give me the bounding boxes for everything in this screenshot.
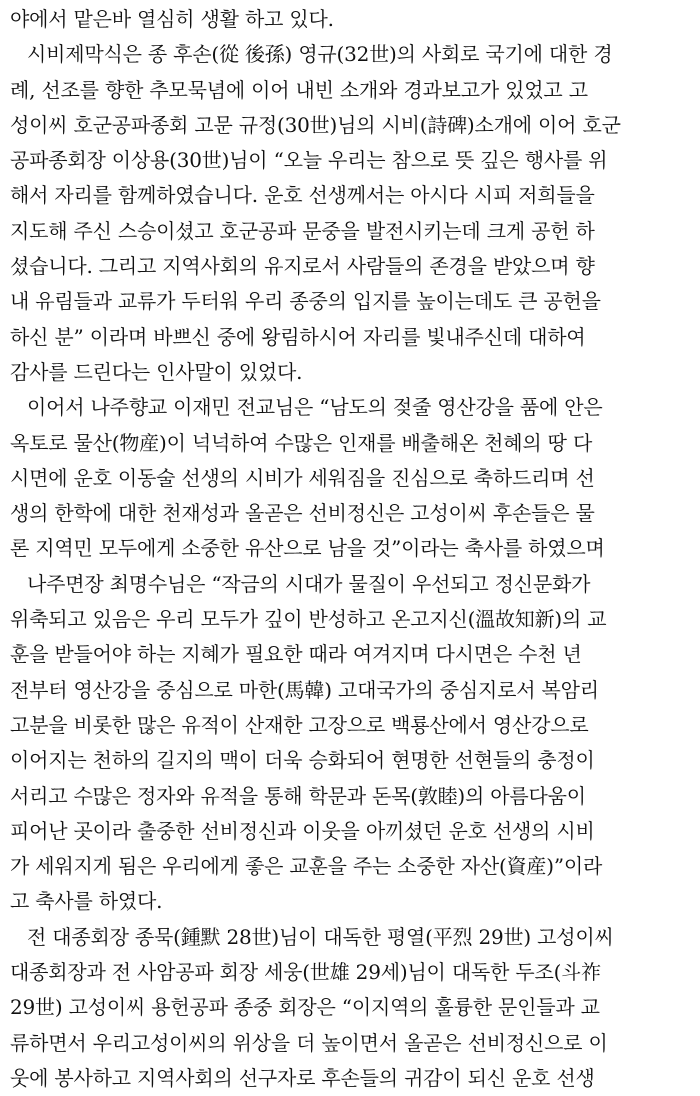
text-line: 고 축사를 하였다. — [10, 889, 163, 914]
text-line: 공파종회장 이상용(30世)님이 “오늘 우리는 참으로 뜻 깊은 행사를 위 — [10, 148, 608, 173]
text-line: 류하면서 우리고성이씨의 위상을 더 높이면서 올곧은 선비정신으로 이 — [10, 1030, 608, 1055]
text-line: 이어지는 천하의 길지의 맥이 더욱 승화되어 현명한 선현들의 충정이 — [10, 748, 595, 773]
text-line: 셨습니다. 그리고 지역사회의 유지로서 사람들의 존경을 받았으며 향 — [10, 254, 595, 279]
text-line: 성이씨 호군공파종회 고문 규정(30世)님의 시비(詩碑)소개에 이어 호군 — [10, 112, 621, 137]
text-line: 옥토로 물산(物産)이 넉넉하여 수많은 인재를 배출해온 천혜의 땅 다 — [10, 430, 593, 455]
body-text — [10, 2, 694, 1096]
text-line: 전 대종회장 종묵(鍾默 28世)님이 대독한 평열(平烈 29世) 고성이씨 — [27, 924, 614, 949]
text-line: 전부터 영산강을 중심으로 마한(馬韓) 고대국가의 중심지로서 복암리 — [10, 677, 599, 702]
text-line: 시비제막식은 종 후손(從 後孫) 영규(32世)의 사회로 국기에 대한 경 — [27, 42, 613, 67]
text-line: 례, 선조를 향한 추모묵념에 이어 내빈 소개와 경과보고가 있었고 고 — [10, 77, 588, 102]
text-line: 고분을 비롯한 많은 유적이 산재한 고장으로 백룡산에서 영산강으로 — [10, 712, 589, 737]
text-line: 위축되고 있음은 우리 모두가 깊이 반성하고 온고지신(溫故知新)의 교 — [10, 607, 607, 632]
text-line: 가 세워지게 됨은 우리에게 좋은 교훈을 주는 소중한 자산(資産)”이라 — [10, 854, 603, 879]
text-line: 내 유림들과 교류가 두터워 우리 종중의 입지를 높이는데도 큰 공헌을 — [10, 289, 601, 314]
text-line: 훈을 받들어야 하는 지혜가 필요한 때라 여겨지며 다시면은 수천 년 — [10, 642, 582, 667]
text-line: 야에서 맡은바 열심히 생활 하고 있다. — [10, 7, 334, 31]
text-line: 서리고 수많은 정자와 유적을 통해 학문과 돈목(敦睦)의 아름다움이 — [10, 783, 586, 808]
text-line: 시면에 운호 이동술 선생의 시비가 세워짐을 진심으로 축하드리며 선 — [10, 465, 595, 490]
text-line: 감사를 드린다는 인사말이 있었다. — [10, 359, 303, 384]
text-line: 론 지역민 모두에게 소중한 유산으로 남을 것”이라는 축사를 하였으며 — [10, 536, 605, 561]
text-line: 피어난 곳이라 출중한 선비정신과 이웃을 아끼셨던 운호 선생의 시비 — [10, 818, 595, 843]
text-line: 대종회장과 전 사암공파 회장 세웅(世雄 29세)님이 대독한 두조(斗祚 — [10, 960, 601, 985]
text-line: 29世) 고성이씨 용헌공파 종중 회장은 “이지역의 훌륭한 문인들과 교 — [10, 995, 600, 1020]
text-line: 웃에 봉사하고 지역사회의 선구자로 후손들의 귀감이 되신 운호 선생 — [10, 1065, 595, 1090]
text-line: 이어서 나주향교 이재민 전교님은 “남도의 젖줄 영산강을 품에 안은 — [27, 395, 603, 420]
text-line: 나주면장 최명수님은 “작금의 시대가 물질이 우선되고 정신문화가 — [27, 571, 591, 596]
text-line: 생의 한학에 대한 천재성과 올곧은 선비정신은 고성이씨 후손들은 물 — [10, 501, 595, 526]
text-line: 해서 자리를 함께하였습니다. 운호 선생께서는 아시다 시피 저희들을 — [10, 183, 595, 208]
text-line: 하신 분” 이라며 바쁘신 중에 왕림하시어 자리를 빛내주신데 대하여 — [10, 324, 586, 349]
text-line: 지도해 주신 스승이셨고 호군공파 문중을 발전시키는데 크게 공헌 하 — [10, 218, 595, 243]
